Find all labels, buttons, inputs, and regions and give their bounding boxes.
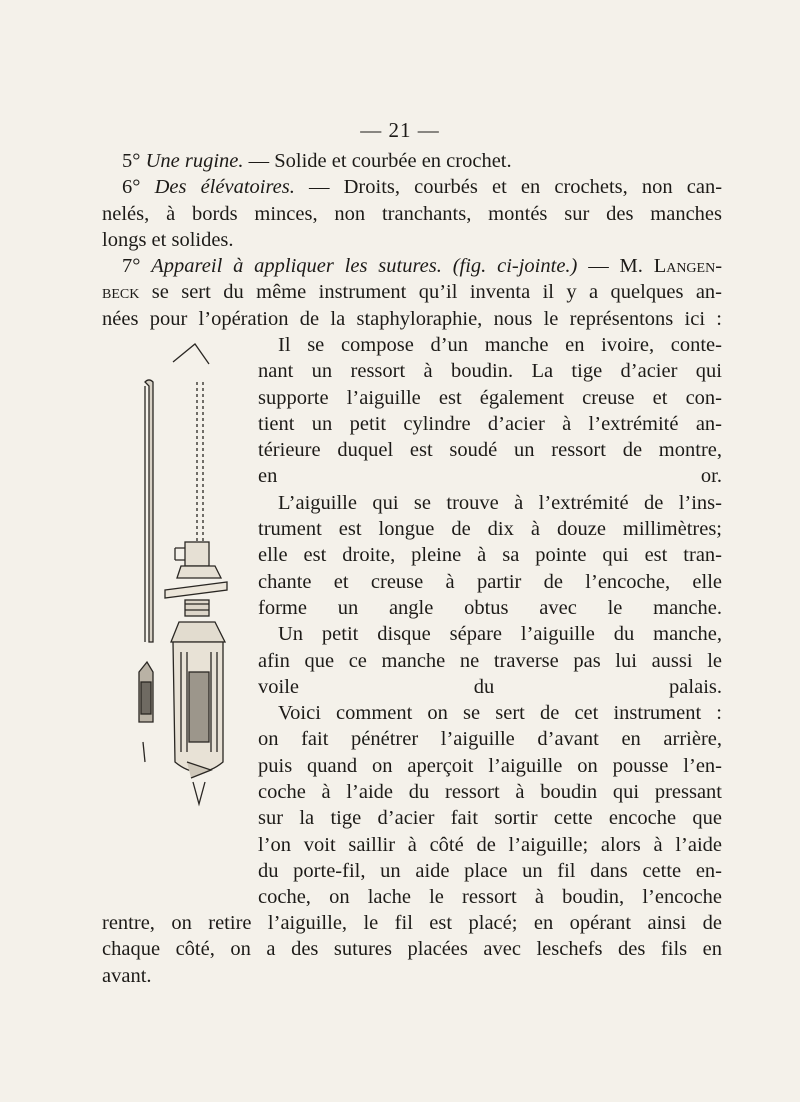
text-line: afin que ce manche ne traverse pas lui aussi le xyxy=(258,649,722,672)
text-line: tient un petit cylindre d’acier à l’extrémité an- xyxy=(258,412,722,435)
wrapped-text xyxy=(258,332,722,911)
text-line: puis quand on aperçoit l’aiguille on pousse l’en- xyxy=(258,754,722,777)
author-name-cont: beck xyxy=(102,281,140,304)
item-6-line-3: longs et solides. xyxy=(102,228,234,251)
text-line: l’on voit saillir à côté de l’aiguille; alors à l’aide xyxy=(258,833,722,856)
text-line: nant un ressort à boudin. La tige d’acier qui xyxy=(258,360,722,383)
item-7-dash: — M. xyxy=(577,255,654,278)
text-line: elle est droite, pleine à sa pointe qui est tran- xyxy=(258,544,722,567)
text-line: L’aiguille qui se trouve à l’extrémité de l’ins- xyxy=(278,491,722,514)
figure-reference: (fig. ci-jointe.) xyxy=(452,255,578,278)
top-paragraphs xyxy=(102,148,722,332)
text-line: on fait pénétrer l’aiguille d’avant en arrière, xyxy=(258,728,722,751)
text-line: en or. xyxy=(258,465,722,488)
item-5-title: Une rugine. xyxy=(145,150,244,172)
text-line: chaque côté, on a des sutures placées avec leschefs des fils en xyxy=(102,938,722,961)
text-line: supporte l’aiguille est également creuse et con- xyxy=(258,386,722,409)
item-6-title: Des élévatoires. xyxy=(154,176,295,199)
item-7-title: Appareil à appliquer les sutures. xyxy=(151,255,442,278)
text-line: rentre, on retire l’aiguille, le fil est placé; en opérant ainsi de xyxy=(102,912,722,934)
item-6-line-1 xyxy=(102,174,722,200)
item-7-line-1 xyxy=(102,253,722,279)
item-5-number: 5° xyxy=(122,150,141,172)
item-6-number: 6° xyxy=(122,176,141,199)
text-line: sur la tige d’acier fait sortir cette encoche que xyxy=(258,807,722,830)
text-line: térieure duquel est soudé un ressort de montre, xyxy=(258,439,722,462)
text-line: Voici comment on se sert de cet instrument : xyxy=(278,702,722,725)
suture-instrument-illustration xyxy=(135,342,255,808)
text-line: Il se compose d’un manche en ivoire, conte- xyxy=(278,334,722,356)
text-line: forme un angle obtus avec le manche. xyxy=(258,596,722,619)
final-paragraph xyxy=(102,910,722,989)
item-7-number: 7° xyxy=(122,255,141,278)
item-7-text: se sert du même instrument qu’il inventa il y a quelques an- xyxy=(139,281,722,304)
text-line: avant. xyxy=(102,964,152,987)
text-line: coche à l’aide du ressort à boudin qui pressant xyxy=(258,781,722,804)
text-line: chante et creuse à partir de l’encoche, elle xyxy=(258,570,722,593)
item-7-line-3: nées pour l’opération de la staphyloraphie, nous le représentons ici : xyxy=(102,307,722,330)
text-line: voile du palais. xyxy=(258,675,722,698)
item-7-line-2 xyxy=(102,279,722,305)
author-name: Langen- xyxy=(653,255,723,278)
needle-tip xyxy=(173,344,209,364)
text-line: trument est longue de dix à douze millimètres; xyxy=(258,518,722,541)
text-line: coche, on lache le ressort à boudin, l’encoche xyxy=(258,886,722,909)
item-6-line-2: nelés, à bords minces, non tranchants, montés sur des manches xyxy=(102,202,722,225)
item-5-text: — Solide et courbée en crochet. xyxy=(243,150,512,172)
text-line: Un petit disque sépare l’aiguille du manche, xyxy=(278,623,722,646)
item-5 xyxy=(102,148,722,174)
text-line: du porte-fil, un aide place un fil dans cette en- xyxy=(258,859,722,882)
item-6-text: — Droits, courbés et en crochets, non can- xyxy=(294,176,723,199)
page-number: — 21 — xyxy=(360,118,440,142)
